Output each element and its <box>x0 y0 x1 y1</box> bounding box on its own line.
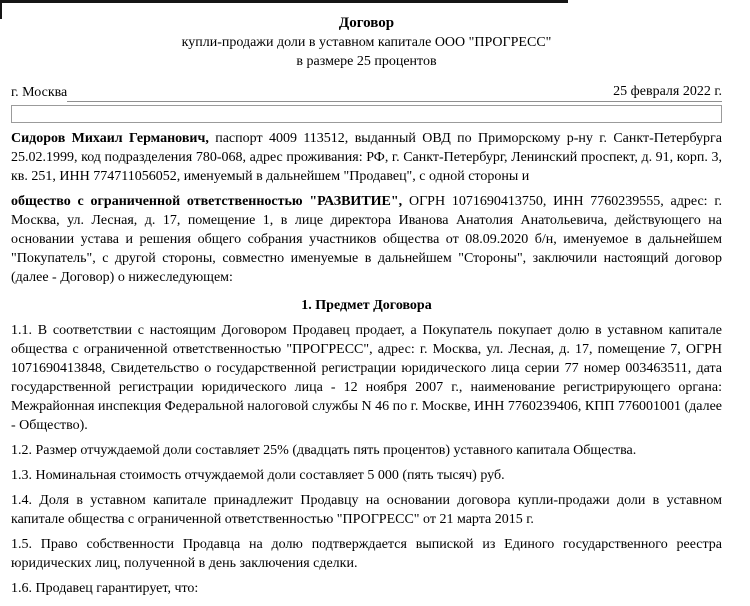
date-label: 25 февраля 2022 г. <box>613 84 722 99</box>
title-line-3: в размере 25 процентов <box>296 54 437 69</box>
title-line-2: купли-продажи доли в уставном капитале ООО "ПРОГРЕСС" <box>181 35 552 50</box>
clause-1-6: 1.6. Продавец гарантирует, что: <box>11 581 199 596</box>
clause-1-2: 1.2. Размер отчуждаемой доли составляет 25% (двадцать пять процентов) уставного капитала Общества. <box>11 443 637 458</box>
clause-1-5: 1.5. Право собственности Продавца на долю подтверждается выпиской из Единого государственного реестра юридических лиц, полученной в день заключения сделки. <box>11 537 722 571</box>
section-1-heading: 1. Предмет Договора <box>301 298 432 313</box>
preamble-paragraph-seller <box>11 129 722 186</box>
preamble-paragraph-buyer <box>11 192 722 287</box>
title-line-1: Договор <box>338 15 395 31</box>
date-fill-underline <box>67 82 722 102</box>
seller-name-bold: Сидоров Михаил Германович, <box>11 131 209 146</box>
clause-1-4: 1.4. Доля в уставном капитале принадлежит Продавцу на основании договора купли-продажи доли в уставном капитале общества с ограниченной ответственностью "ПРОГРЕСС" от 21 марта 2015 г. <box>11 493 722 527</box>
city-date-line <box>11 82 722 102</box>
seller-details-text: паспорт 4009 113512, выданный ОВД по Приморскому р-ну г. Санкт-Петербурга 25.02.1999, код подразделения 780-068, адрес проживания: РФ, г. Санкт-Петербург, Ленинский проспект, д. 91, корп. 3, кв. 251, ИНН 774711056052, именуемый в дальнейшем "Продавец", с одной стороны и <box>11 131 722 184</box>
document-title <box>11 14 722 71</box>
screen-edge-artifact-left <box>0 0 2 19</box>
buyer-name-bold: общество с ограниченной ответственностью "РАЗВИТИЕ", <box>11 194 403 209</box>
city-label: г. Москва <box>11 85 68 100</box>
blank-input-field[interactable] <box>11 105 722 123</box>
clause-1-1: 1.1. В соответствии с настоящим Договором Продавец продает, а Покупатель покупает долю в уставном капитале общества с ограниченной ответственностью "ПРОГРЕСС", адрес: г. Москва, ул. Лесная, д. 17, помещение 7, ОГРН 1071690413848, Свидетельство о государственной регистрации юридического лица серии 77 номер 003463511, дата государственной регистрации юридического лица - 12 ноября 2007 г., наименование регистрирующего органа: Межрайонная инспекция Федеральной налоговой службы N 46 по г. Москве, ИНН 7760239406, КПП 776001001 (далее - Общество). <box>11 323 722 433</box>
clause-1-3: 1.3. Номинальная стоимость отчуждаемой доли составляет 5 000 (пять тысяч) руб. <box>11 468 505 483</box>
buyer-details-text: ОГРН 1071690413750, ИНН 7760239555, адрес: г. Москва, ул. Лесная, д. 17, помещение 1, в лице директора Иванова Анатолия Анатольевича, действующего на основании устава и решения общего собрания участников общества от 08.09.2020 б/н, именуемое в дальнейшем "Покупатель", с другой стороны, совместно именуемые в дальнейшем "Стороны", заключили настоящий договор (далее - Договор) о нижеследующем: <box>11 194 722 285</box>
screen-edge-artifact-top <box>0 0 568 3</box>
